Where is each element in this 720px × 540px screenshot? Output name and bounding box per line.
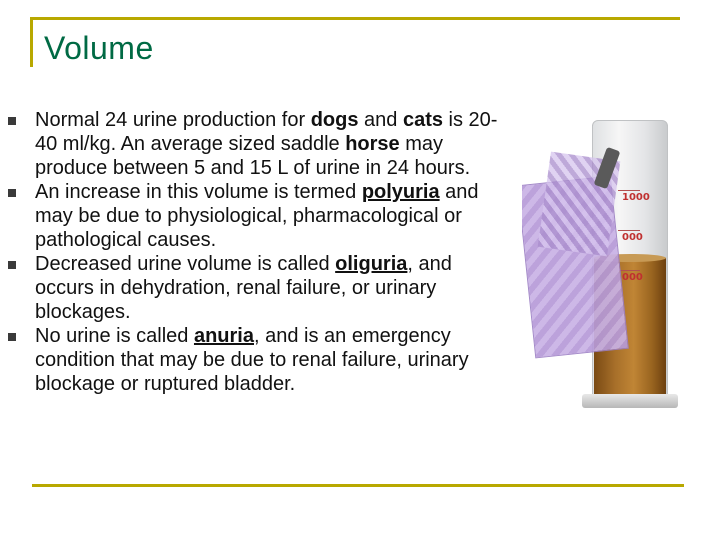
square-bullet-icon <box>8 261 16 269</box>
term-oliguria: oliguria <box>335 253 408 275</box>
square-bullet-icon <box>8 189 16 197</box>
bottom-rule <box>32 484 684 487</box>
urine-cylinder-photo <box>522 110 686 412</box>
scale-tick <box>618 190 640 191</box>
square-bullet-icon <box>8 333 16 341</box>
term-polyuria: polyuria <box>361 181 440 203</box>
term-anuria: anuria <box>193 325 254 347</box>
bullet-item <box>8 324 498 396</box>
bullet-item <box>8 252 498 324</box>
slide-title: Volume <box>44 30 154 66</box>
scale-label: 000 <box>622 272 643 283</box>
scale-tick <box>618 230 640 231</box>
scale-tick <box>618 270 640 271</box>
keyword-horse: horse <box>345 133 400 155</box>
cylinder-base <box>582 394 678 408</box>
scale-label: 000 <box>622 232 643 243</box>
bullet-item <box>8 180 498 252</box>
bullet-text: An increase in this volume is termed polyuria and may be due to physiological, pharmacological or pathological causes. <box>35 181 479 251</box>
left-rule <box>30 17 33 67</box>
top-rule <box>30 17 680 20</box>
scale-label: 1000 <box>622 192 650 203</box>
keyword-cats: cats <box>402 109 443 131</box>
bullet-list <box>8 108 498 396</box>
square-bullet-icon <box>8 117 16 125</box>
bullet-text: Decreased urine volume is called oliguria, and occurs in dehydration, renal failure, or urinary blockages. <box>35 253 452 323</box>
bullet-text: No urine is called anuria, and is an emergency condition that may be due to renal failure, urinary blockage or ruptured bladder. <box>35 325 469 395</box>
keyword-dogs: dogs <box>310 109 359 131</box>
bullet-item <box>8 108 498 180</box>
bullet-text: Normal 24 urine production for dogs and cats is 20-40 ml/kg. An average sized saddle horse may produce between 5 and 15 L of urine in 24 hours. <box>35 109 498 179</box>
